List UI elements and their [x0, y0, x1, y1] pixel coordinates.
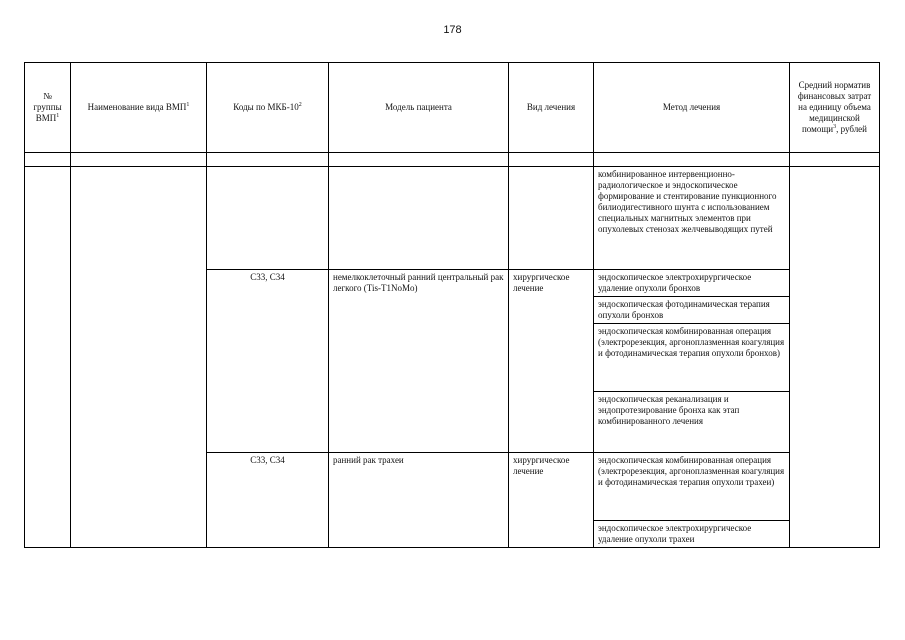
method-cell: эндоскопическая комбинированная операция (электрорезекция, аргоноплазменная коагуляция и фотодинамическая терапия опухоли трахеи)	[594, 453, 790, 521]
vmp-name-cell	[71, 167, 207, 548]
treatment-cell: хирургическое лечение	[509, 453, 594, 548]
treatment-cell	[509, 167, 594, 270]
method-cell: эндоскопическое электрохирургическое удаление опухоли бронхов	[594, 270, 790, 297]
table-header-row	[25, 63, 880, 153]
header-patient-model: Модель пациента	[329, 63, 509, 153]
header-group-no: № группы ВМП$^1$	[25, 63, 71, 153]
codes-cell: C33, C34	[207, 270, 329, 453]
method-cell: эндоскопическое электрохирургическое удаление опухоли трахеи	[594, 521, 790, 548]
method-cell: эндоскопическая фотодинамическая терапия опухоли бронхов	[594, 297, 790, 324]
header-vmp-name: Наименование вида ВМП$^1$	[71, 63, 207, 153]
model-cell	[329, 167, 509, 270]
header-mkb-codes: Коды по МКБ-$10^2$	[207, 63, 329, 153]
header-treatment-type: Вид лечения	[509, 63, 594, 153]
method-cell: эндоскопическая реканализация и эндопротезирование бронха как этап комбинированного лечения	[594, 392, 790, 453]
vmp-table	[24, 62, 880, 548]
page-number: 178	[443, 24, 462, 36]
model-cell: ранний рак трахеи	[329, 453, 509, 548]
header-cost-standard: Средний норматив финансовых затрат на единицу объема медицинской помощи$^3$, рублей	[790, 63, 880, 153]
codes-cell: C33, C34	[207, 453, 329, 548]
method-cell: комбинированное интервенционно-радиологическое и эндоскопическое формирование и стентирование пункционного билиодигестивного шунта с использованием специальных магнитных элементов при опухолевых стенозах желчевыводящих путей	[594, 167, 790, 270]
codes-cell	[207, 167, 329, 270]
model-cell: немелкоклеточный ранний центральный рак легкого (Tis-T1NoMo)	[329, 270, 509, 453]
treatment-cell: хирургическое лечение	[509, 270, 594, 453]
group-no-cell	[25, 167, 71, 548]
table-row	[25, 167, 880, 270]
header-spacer-row	[25, 153, 880, 167]
header-treatment-method: Метод лечения	[594, 63, 790, 153]
cost-cell	[790, 167, 880, 548]
method-cell: эндоскопическая комбинированная операция (электрорезекция, аргоноплазменная коагуляция и фотодинамическая терапия опухоли бронхов)	[594, 324, 790, 392]
